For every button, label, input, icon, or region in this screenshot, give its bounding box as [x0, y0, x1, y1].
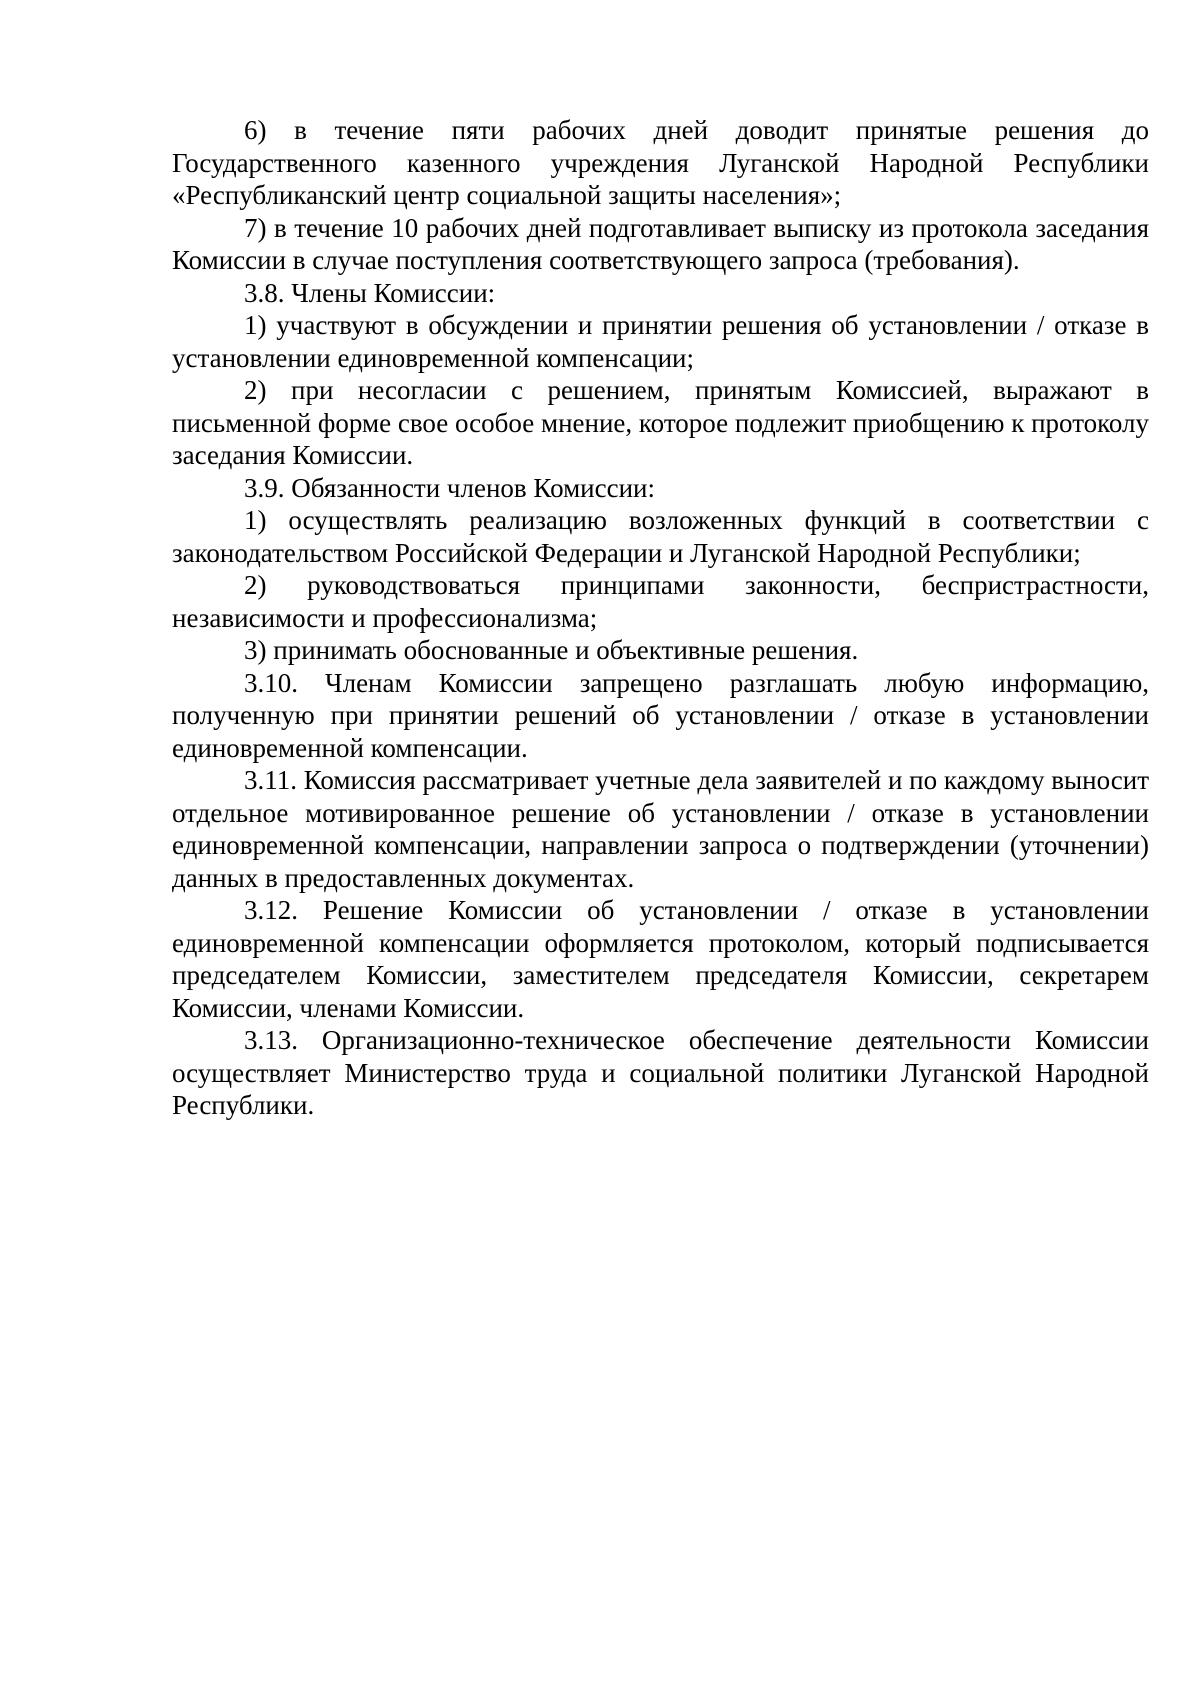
paragraph-3-11: 3.11. Комиссия рассматривает учетные дела заявителей и по каждому выносит отдельное мотивированное решение об установлении / отказе в установлении единовременной компенсации, направлении запроса о подтверждении (уточнении) данных в предоставленных документах. [172, 765, 1150, 893]
paragraph-3-8-item-1: 1) участвуют в обсуждении и принятии решения об установлении / отказе в установлении единовременной компенсации; [172, 310, 1149, 373]
section-heading-3-8: 3.8. Члены Комиссии: [244, 277, 496, 308]
paragraph-3-10: 3.10. Членам Комиссии запрещено разглашать любую информацию, полученную при принятии решений об установлении / отказе в установлении единовременной компенсации. [172, 667, 1149, 763]
section-heading-3-9: 3.9. Обязанности членов Комиссии: [244, 472, 655, 503]
paragraph-3-12: 3.12. Решение Комиссии об установлении / отказе в установлении единовременной компенсации оформляется протоколом, который подписывается председателем Комиссии, заместителем председателя Комиссии, секретарем Комиссии, членами Комиссии. [172, 895, 1149, 1023]
paragraph-item-7: 7) в течение 10 рабочих дней подготавливает выписку из протокола заседания Комиссии в случае поступления соответствующего запроса (требования). [172, 212, 1149, 275]
paragraph-3-13: 3.13. Организационно-техническое обеспечение деятельности Комиссии осуществляет Министерство труда и социальной политики Луганской Народной Республики. [172, 1025, 1149, 1120]
paragraph-3-9-item-3: 3) принимать обоснованные и объективные решения. [244, 635, 859, 665]
paragraph-3-9-item-2: 2) руководствоваться принципами законности, беспристрастности, независимости и профессионализма; [172, 570, 1149, 633]
document-body [172, 114, 1149, 1122]
paragraph-3-9-item-1: 1) осуществлять реализацию возложенных функций в соответствии с законодательством Российской Федерации и Луганской Народной Республики; [172, 505, 1149, 568]
paragraph-3-8-item-2: 2) при несогласии с решением, принятым Комиссией, выражают в письменной форме свое особое мнение, которое подлежит приобщению к протоколу заседания Комиссии. [172, 375, 1149, 470]
paragraph-item-6: 6) в течение пяти рабочих дней доводит принятые решения до Государственного казенного учреждения Луганской Народной Республики «Республиканский центр социальной защиты населения»; [172, 115, 1149, 210]
